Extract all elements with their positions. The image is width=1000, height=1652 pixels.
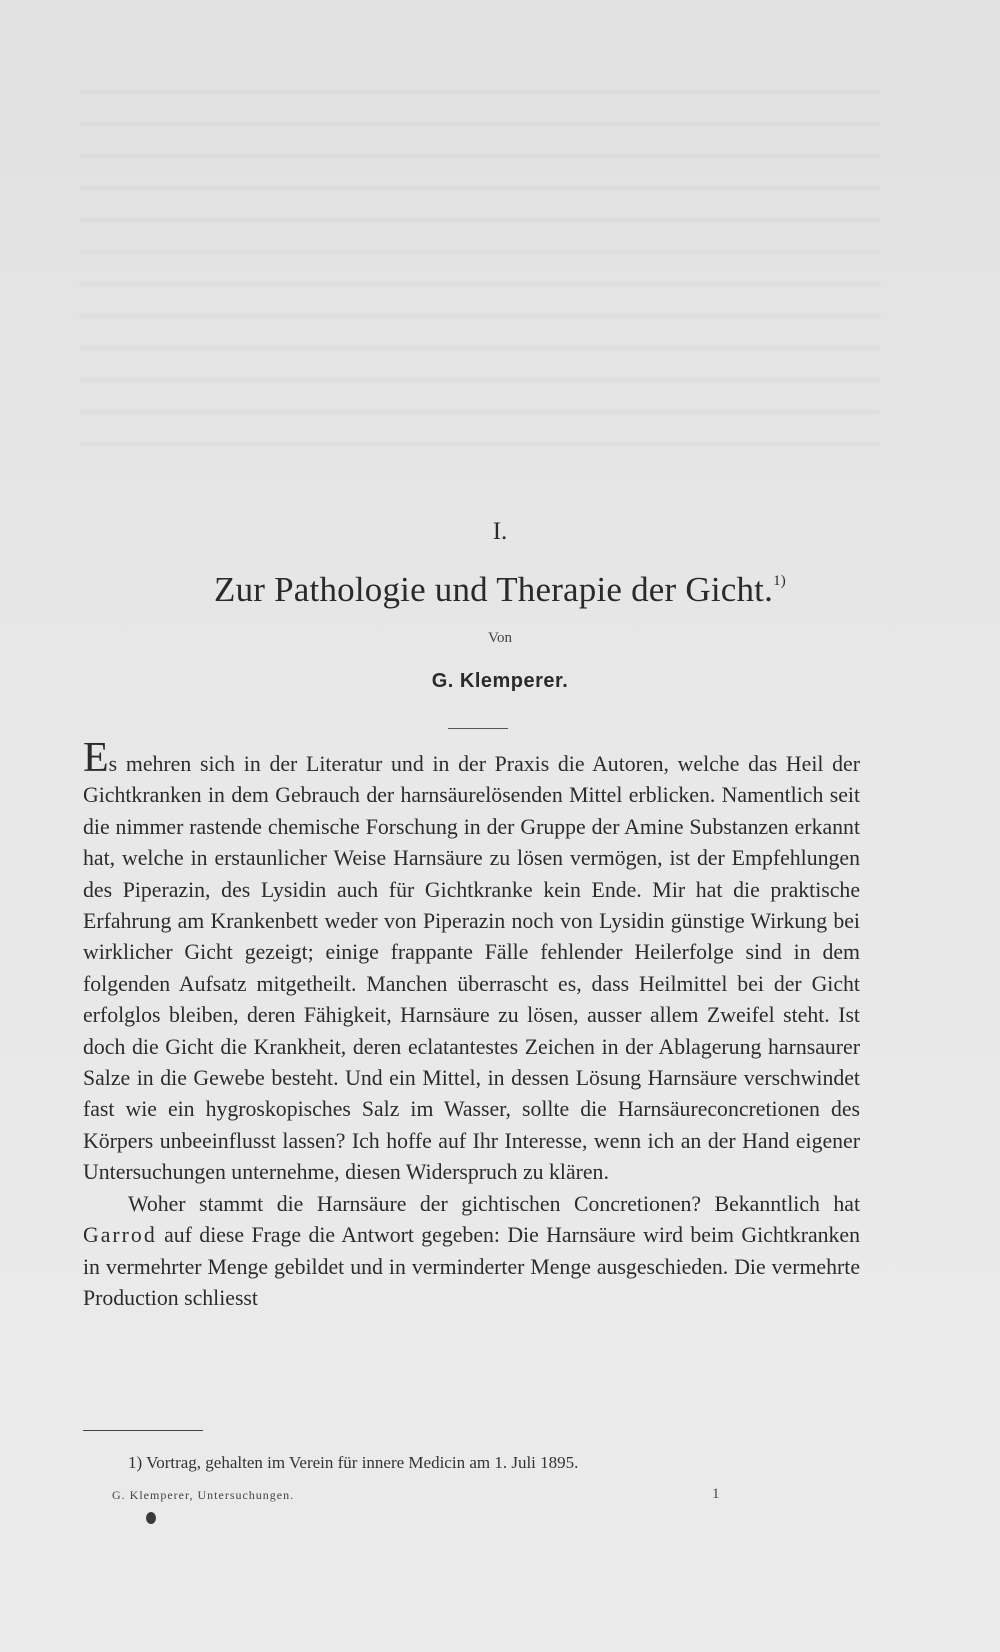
byline-von: Von	[488, 630, 512, 646]
title-footnote-mark[interactable]: 1)	[773, 573, 786, 589]
chapter-numeral: I.	[492, 518, 508, 545]
signature-line: G. Klemperer, Untersuchungen.	[112, 1488, 295, 1502]
ink-spot	[146, 1512, 156, 1524]
main-text	[83, 735, 860, 1314]
sheet-number: 1	[712, 1486, 720, 1502]
bleed-through-shadow	[80, 70, 880, 450]
paragraph-1-text: s mehren sich in der Literatur und in der Praxis die Autoren, welche das Heil der Gichtkranken in dem Gebrauch der harnsäurelösenden Mittel erblicken. Namentlich seit die nimmer rastende chemische Forschung in der Gruppe der Amine Substanzen erkannt hat, welche in erstaunlicher Weise Harnsäure zu lösen vermögen, ist der Empfehlungen des Piperazin, des Lysidin auch für Gichtkranke kein Ende. Mir hat die praktische Erfahrung am Krankenbett weder von Piperazin noch von Lysidin günstige Wirkung bei wirklicher Gicht gezeigt; einige frappante Fälle fehlender Heilerfolge sind in dem folgenden Aufsatz mitgetheilt. Manchen überrascht es, dass Heilmittel bei der Gicht erfolglos bleiben, deren Fähigkeit, Harnsäure zu lösen, ausser allem Zweifel steht. Ist doch die Gicht die Krankheit, deren eclatantestes Zeichen in der Ablagerung harnsaurer Salze in die Gewebe besteht. Und ein Mittel, in dessen Lösung Harnsäure verschwindet fast wie ein hygroskopisches Salz im Wasser, sollte die Harnsäureconcretionen des Körpers unbeeinflusst lassen? Ich hoffe auf Ihr Interesse, wenn ich an der Hand eigener Untersuchungen unternehme, diesen Widerspruch zu klären.	[83, 752, 860, 1185]
article-title	[0, 570, 1000, 610]
drop-cap: E	[83, 735, 109, 781]
paragraph-2-start: Woher stammt die Harnsäure der gichtischen Concretionen? Bekanntlich hat	[128, 1191, 860, 1216]
cited-author-garrod: Garrod	[83, 1223, 157, 1248]
author-name: G. Klemperer.	[431, 670, 569, 692]
article-title-text: Zur Pathologie und Therapie der Gicht.	[214, 570, 774, 609]
paragraph-1	[83, 735, 860, 1189]
paragraph-2	[83, 1189, 860, 1315]
footnote-rule	[83, 1430, 203, 1431]
title-separator	[448, 728, 508, 729]
paragraph-2-rest: auf diese Frage die Antwort gegeben: Die Harnsäure wird beim Gichtkranken in vermehrter Menge gebildet und in verminderter Menge ausgeschieden. Die vermehrte Production schliesst	[83, 1223, 860, 1310]
footnote: 1) Vortrag, gehalten im Verein für innere Medicin am 1. Juli 1895.	[128, 1453, 579, 1472]
